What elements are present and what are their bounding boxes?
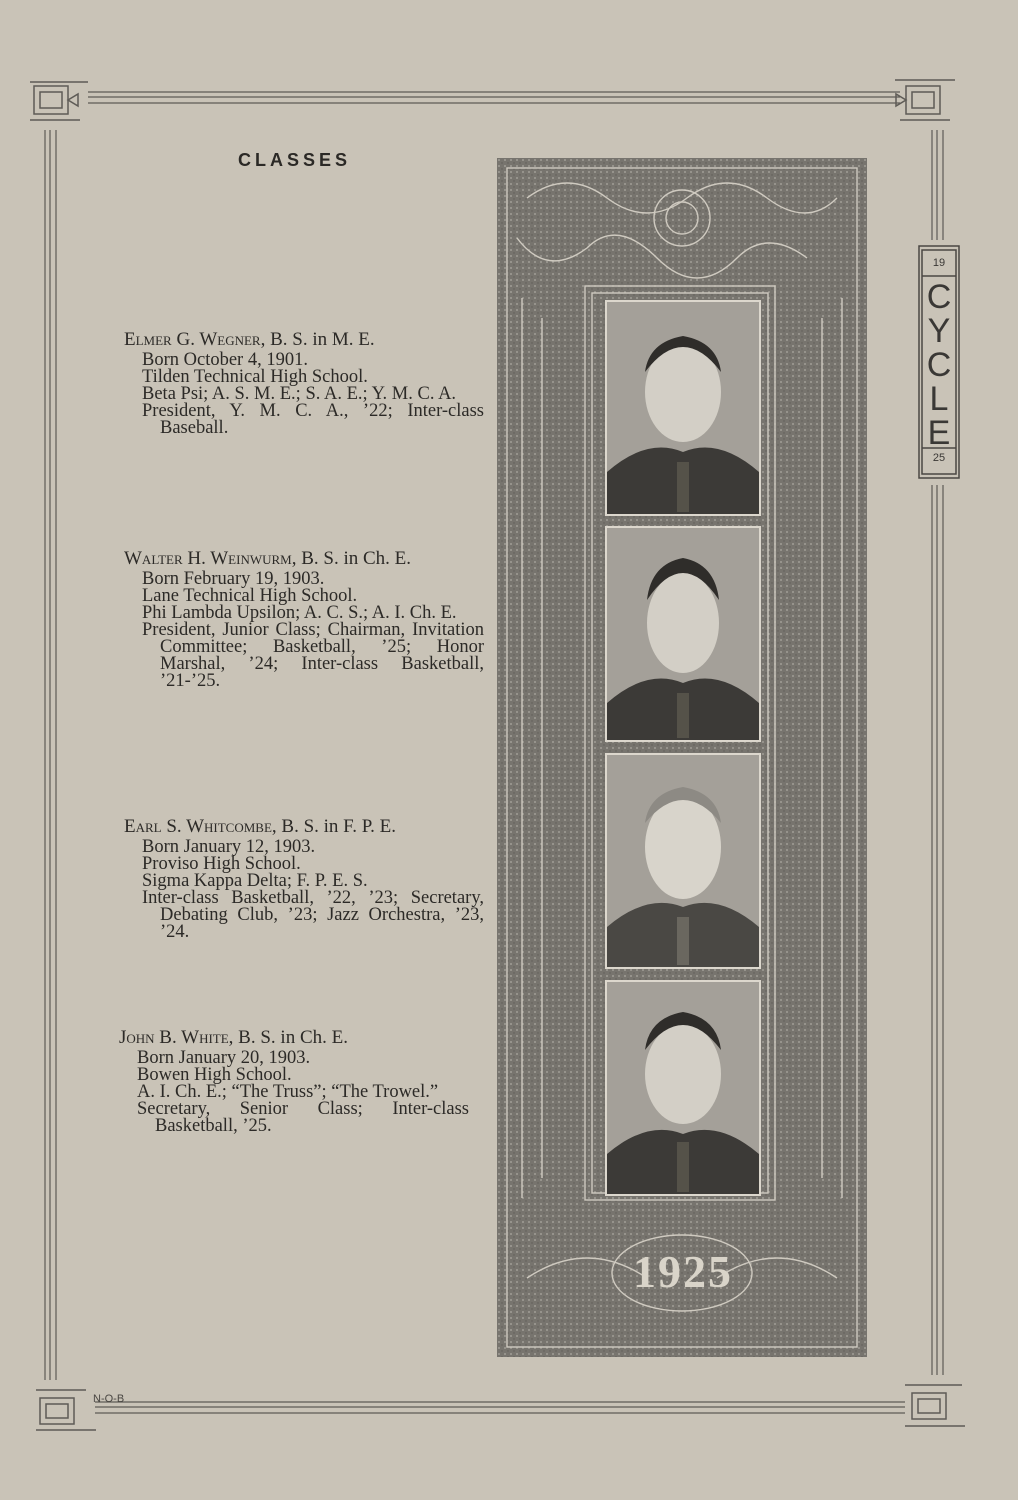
birth-line: Born January 12, 1903. (142, 837, 316, 857)
portrait-photo (605, 980, 761, 1196)
corner-ornament-bottom-right (905, 1385, 965, 1426)
school-line: Proviso High School. (142, 854, 301, 874)
corner-ornament-top-left (30, 82, 88, 120)
school-line: Bowen High School. (137, 1065, 292, 1085)
page-heading: CLASSES (238, 150, 352, 170)
activities-line: Secretary, Senior Class; Inter-class Basketball, ’25. (137, 1099, 469, 1136)
societies-line: Beta Psi; A. S. M. E.; S. A. E.; Y. M. C. A. (142, 384, 457, 404)
societies-line: A. I. Ch. E.; “The Truss”; “The Trowel.” (137, 1082, 439, 1102)
portrait-photo (605, 300, 761, 516)
portrait-photo (605, 753, 761, 969)
side-tab-letter: C (926, 278, 952, 316)
societies-line: Phi Lambda Upsilon; A. C. S.; A. I. Ch. E. (142, 603, 457, 623)
student-entry (124, 818, 484, 941)
printer-mark: N-O-B (93, 1393, 125, 1405)
school-line: Lane Technical High School. (142, 586, 358, 606)
birth-line: Born February 19, 1903. (142, 569, 325, 589)
student-name: Elmer G. Wegner, B. S. in M. E. (124, 329, 375, 350)
side-tab-letter: E (927, 414, 951, 452)
side-tab (920, 252, 958, 472)
portrait-photo-icon (607, 528, 759, 740)
activities-line: President, Junior Class; Chairman, Invitation Committee; Basketball, ’25; Honor Marshal, ’24; Inter-class Basketball, ’21-’25. (142, 620, 484, 691)
side-tab-letter: L (929, 380, 949, 418)
student-entry (124, 331, 484, 437)
student-entry (124, 550, 484, 690)
activities-line: Inter-class Basketball, ’22, ’23; Secretary, Debating Club, ’23; Jazz Orchestra, ’23, ’24. (142, 888, 484, 942)
portrait-photo-icon (607, 755, 759, 967)
panel-year: 1925 (633, 1246, 733, 1297)
birth-line: Born January 20, 1903. (137, 1048, 311, 1068)
side-tab-bottom-number: 25 (932, 452, 946, 464)
student-entry (119, 1029, 469, 1135)
societies-line: Sigma Kappa Delta; F. P. E. S. (142, 871, 368, 891)
student-name: Earl S. Whitcombe, B. S. in F. P. E. (124, 816, 397, 837)
portrait-photo (605, 526, 761, 742)
side-tab-letter: Y (927, 312, 951, 350)
side-tab-letter: C (926, 346, 952, 384)
student-name: Walter H. Weinwurm, B. S. in Ch. E. (124, 548, 412, 569)
student-name: John B. White, B. S. in Ch. E. (119, 1027, 348, 1048)
side-tab-top-number: 19 (932, 257, 946, 269)
school-line: Tilden Technical High School. (142, 367, 368, 387)
portrait-photo-icon (607, 982, 759, 1194)
birth-line: Born October 4, 1901. (142, 350, 308, 370)
corner-ornament-top-right (895, 80, 955, 120)
portrait-photo-icon (607, 302, 759, 514)
corner-ornament-bottom-left (36, 1390, 96, 1430)
activities-line: President, Y. M. C. A., ’22; Inter-class Baseball. (142, 401, 484, 438)
